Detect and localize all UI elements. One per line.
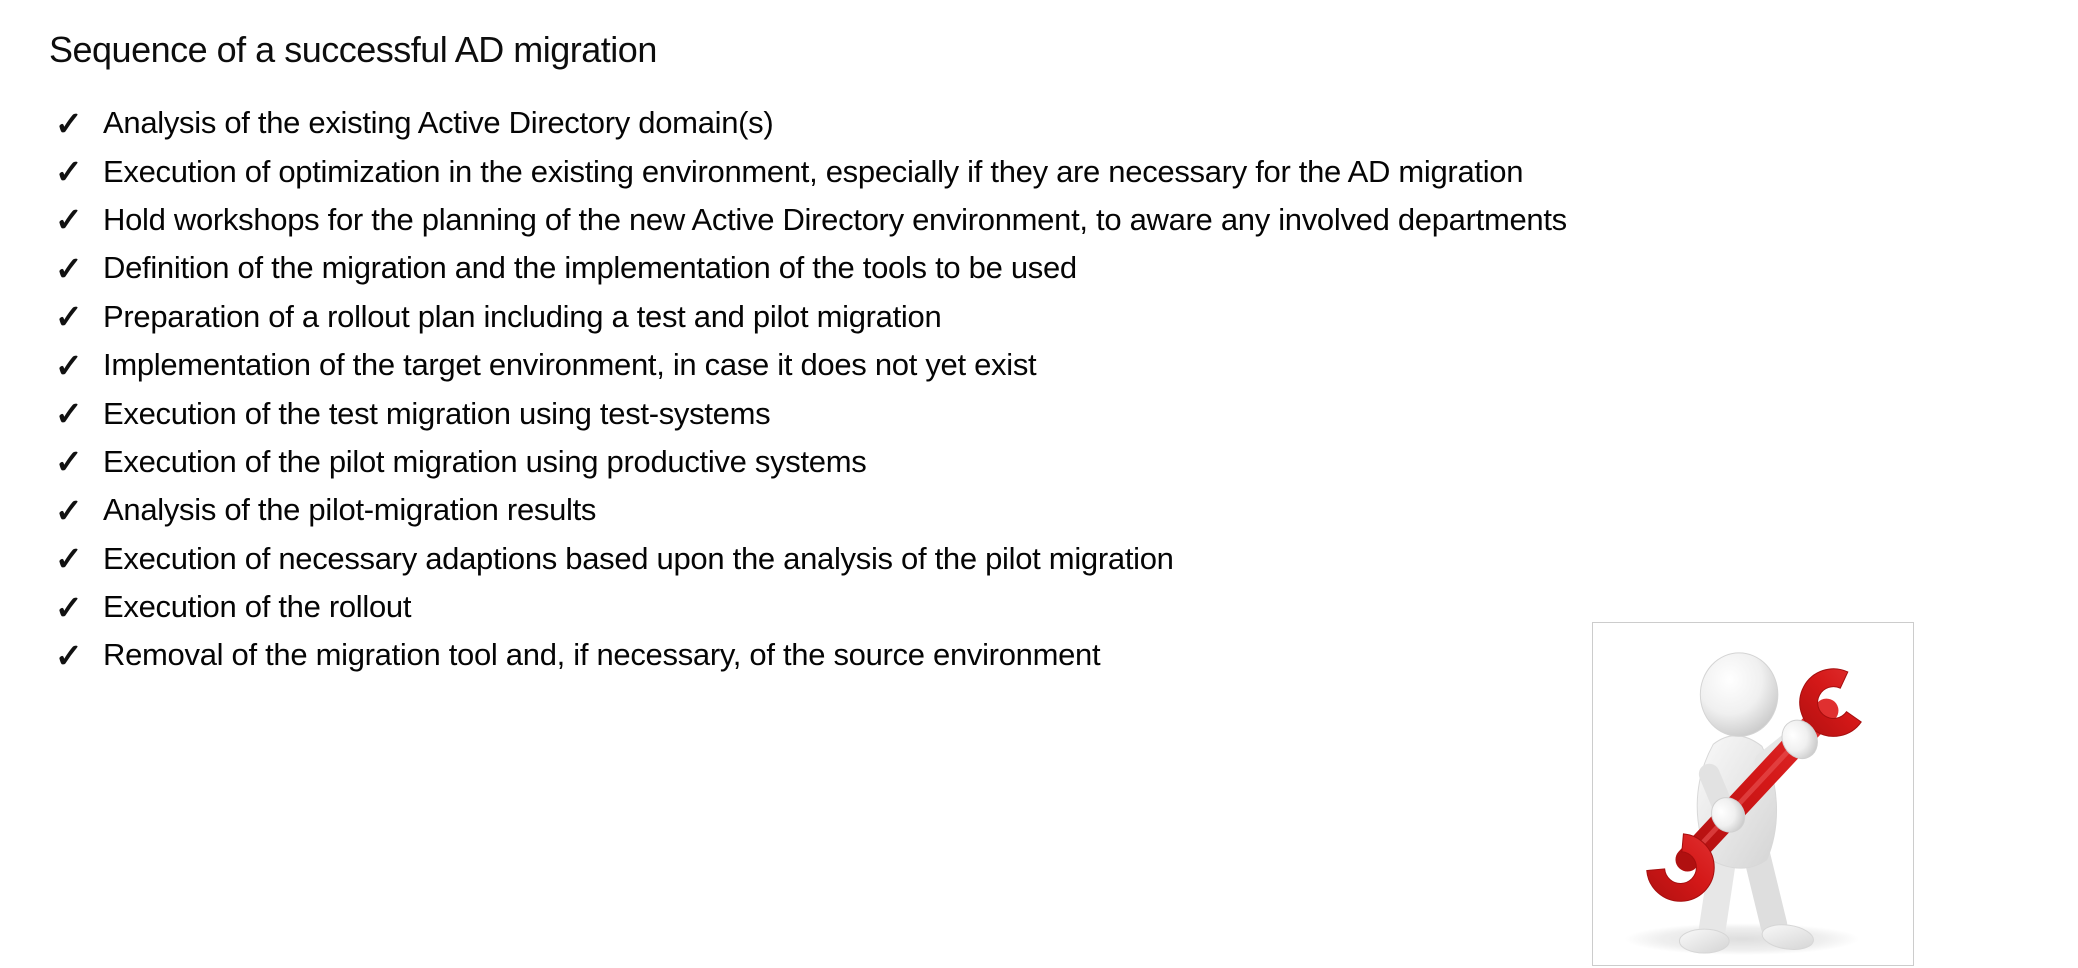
checklist-item [55,631,1567,679]
checklist-item-text: Execution of necessary adaptions based upon the analysis of the pilot migration [103,540,1174,576]
checkmark-icon: ✓ [55,249,83,287]
checklist [55,99,1567,680]
checklist-item [55,486,1567,534]
figure-with-wrench-illustration [1592,622,1914,966]
checklist-item [55,99,1567,147]
checklist-item-text: Implementation of the target environment, in case it does not yet exist [103,347,1037,383]
checkmark-icon: ✓ [55,540,83,578]
checkmark-icon: ✓ [55,104,83,142]
checklist-item-text: Execution of the test migration using test-systems [103,395,771,431]
checklist-item [55,535,1567,583]
checkmark-icon: ✓ [55,346,83,384]
checkmark-icon: ✓ [55,491,83,529]
checklist-item [55,147,1567,195]
checkmark-icon: ✓ [55,588,83,626]
checklist-item [55,389,1567,437]
checklist-item-text: Execution of the rollout [103,589,412,625]
checklist-item-text: Execution of optimization in the existing environment, especially if they are necessary for the AD migration [103,153,1524,189]
checkmark-icon: ✓ [55,636,83,674]
floor-shadow [1625,923,1860,955]
checklist-item-text: Analysis of the existing Active Directory domain(s) [103,105,774,141]
page-title: Sequence of a successful AD migration [49,29,657,71]
checkmark-icon: ✓ [55,298,83,336]
checklist-item-text: Definition of the migration and the implementation of the tools to be used [103,250,1077,286]
checklist-item [55,583,1567,631]
checklist-item [55,341,1567,389]
checkmark-icon: ✓ [55,153,83,191]
checklist-item [55,244,1567,292]
checklist-item-text: Removal of the migration tool and, if necessary, of the source environment [103,637,1101,673]
checklist-item [55,196,1567,244]
checkmark-icon: ✓ [55,201,83,239]
checklist-item-text: Hold workshops for the planning of the new Active Directory environment, to aware any involved departments [103,201,1567,237]
checklist-item [55,438,1567,486]
checklist-item-text: Preparation of a rollout plan including a test and pilot migration [103,298,942,334]
wrench-figure-svg [1593,623,1913,965]
checkmark-icon: ✓ [55,395,83,433]
checklist-item-text: Execution of the pilot migration using productive systems [103,443,867,479]
checklist-item [55,293,1567,341]
figure-left-foot [1679,929,1729,953]
figure-head [1700,653,1778,736]
checklist-item-text: Analysis of the pilot-migration results [103,492,597,528]
checkmark-icon: ✓ [55,443,83,481]
